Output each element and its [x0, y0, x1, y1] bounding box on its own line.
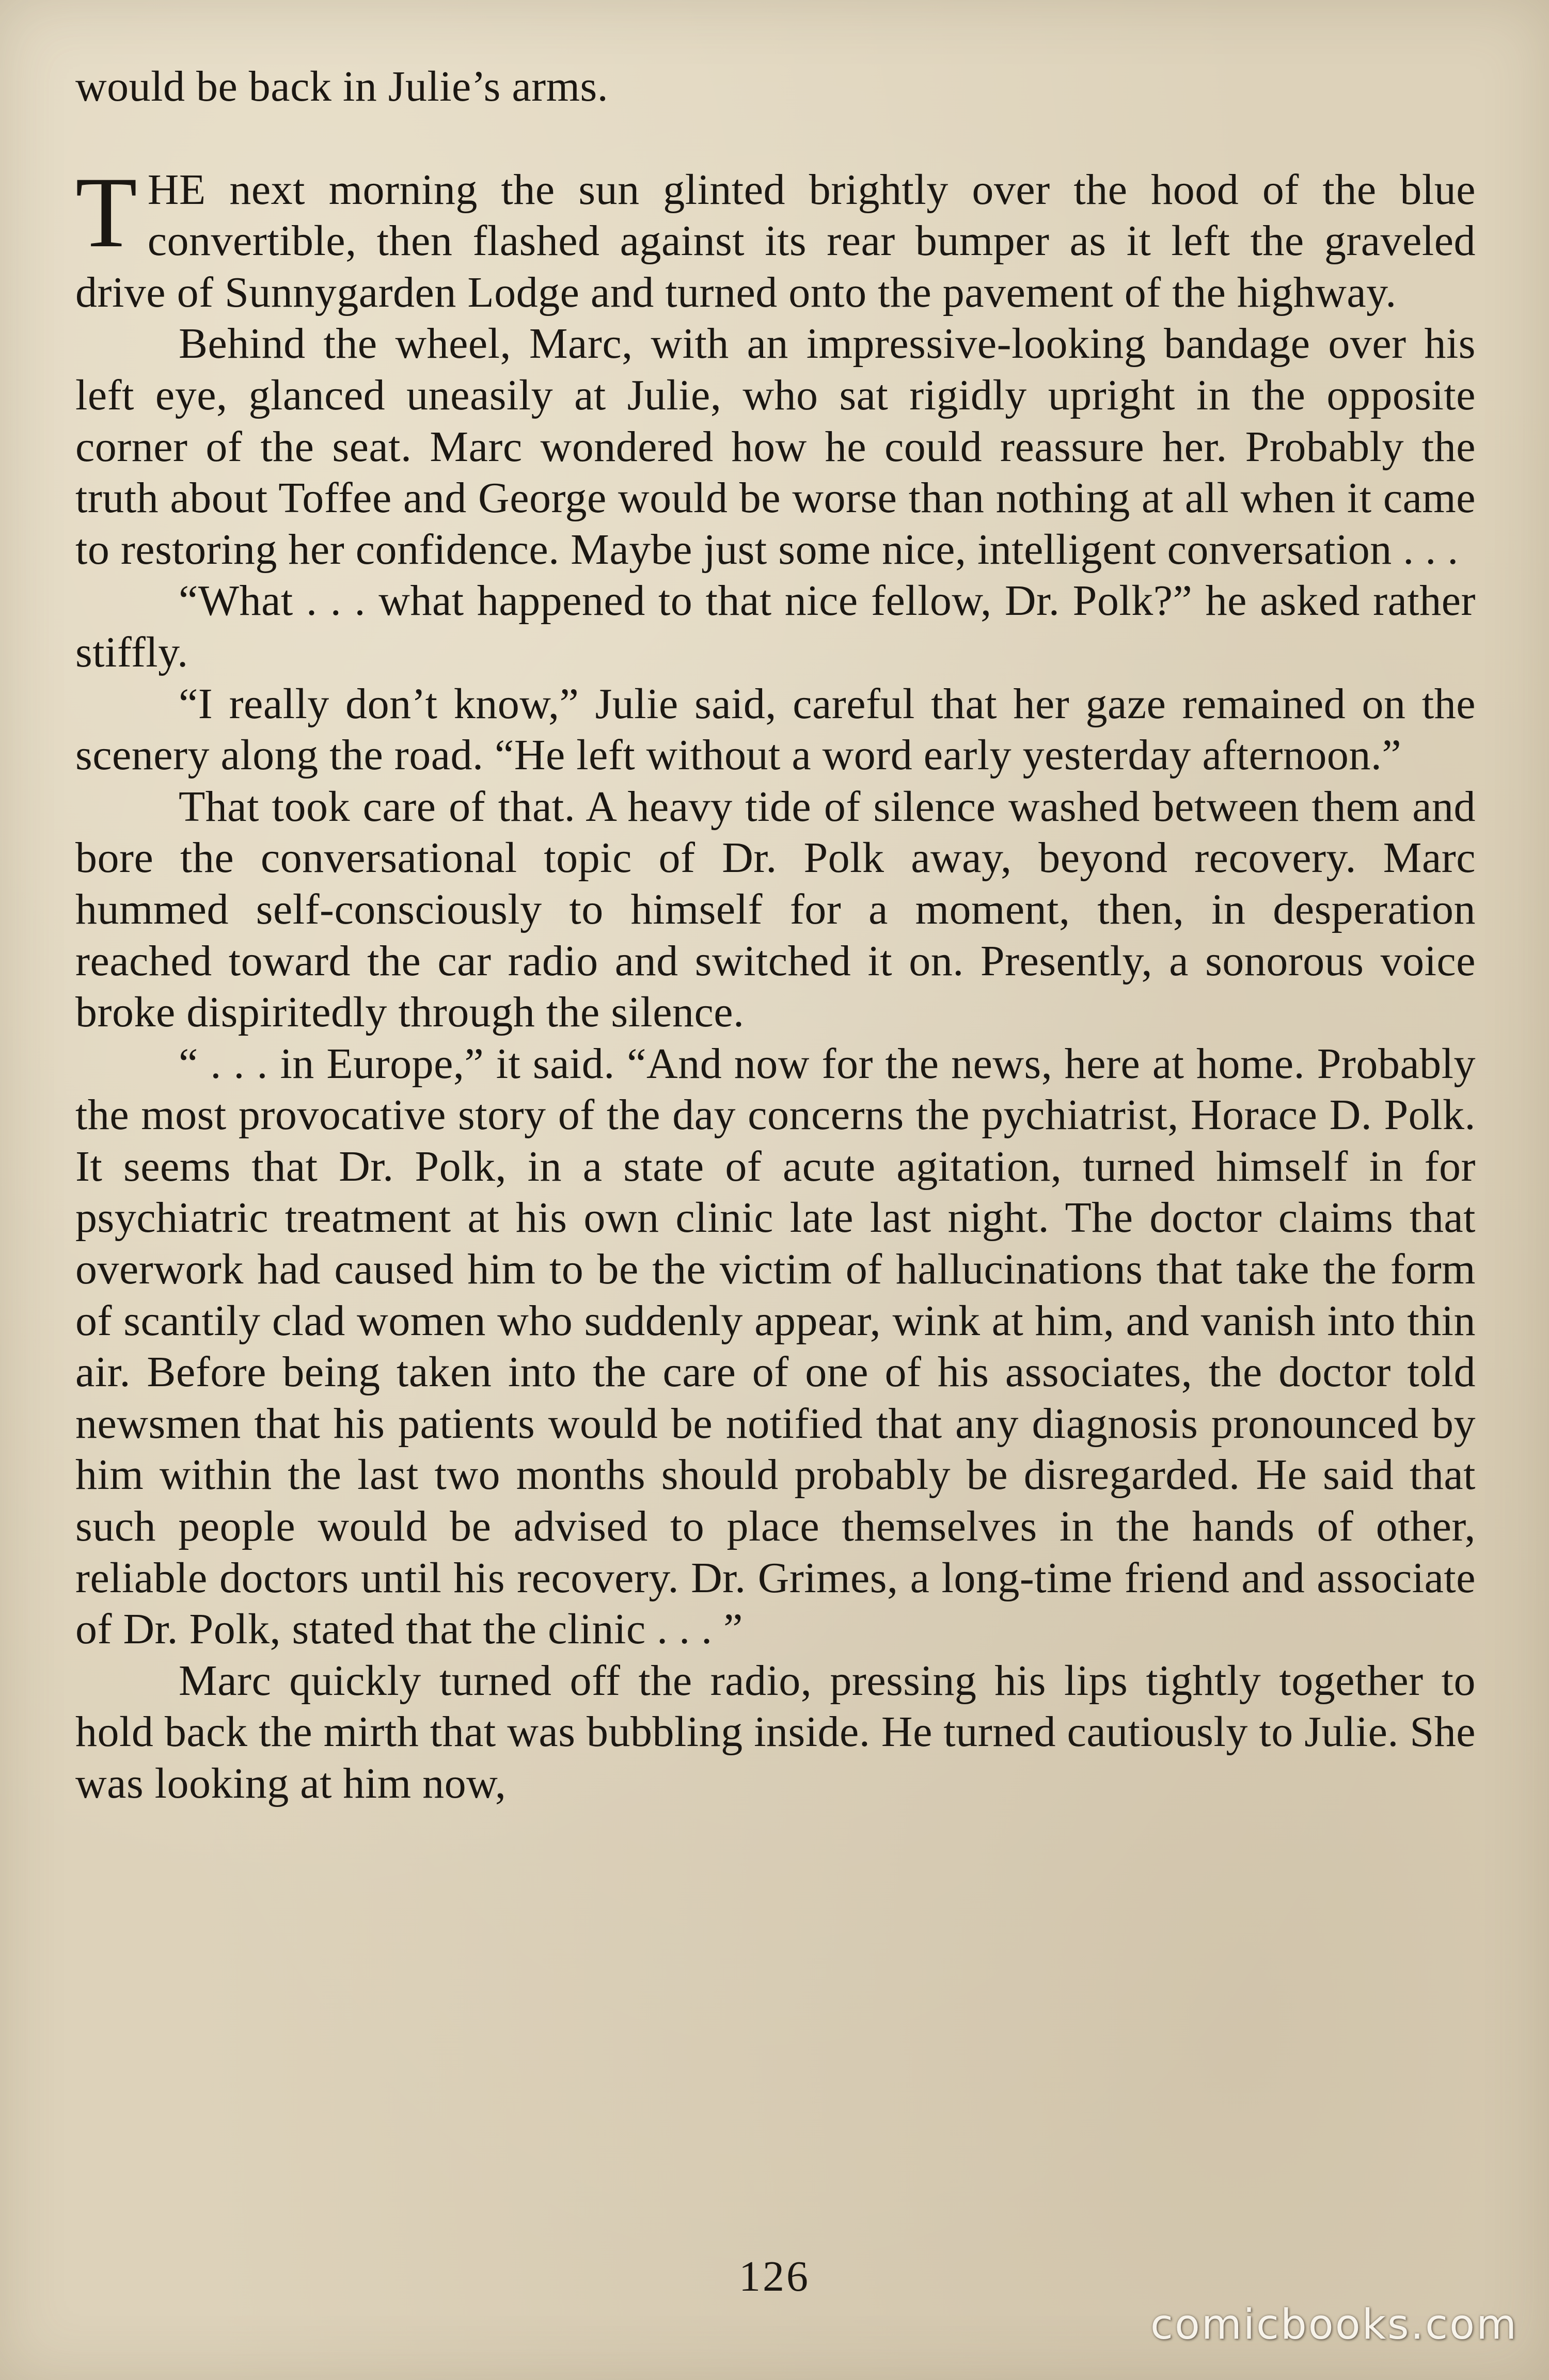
opening-paragraph	[75, 156, 1476, 319]
paragraph: “What . . . what happened to that nice fellow, Dr. Polk?” he asked rather stiffly.	[75, 577, 1476, 676]
paragraph: Marc quickly turned off the radio, pressing his lips tightly together to hold back the mirth that was bubbling inside. He turned cautiously to Julie. She was looking at him now,	[75, 1656, 1476, 1807]
drop-cap: T	[75, 156, 137, 268]
paragraph: That took care of that. A heavy tide of silence washed between them and bore the conversational topic of Dr. Polk away, beyond recovery. Marc hummed self-consciously to himself for a moment, then, in desperation reached toward the car radio and switched it on. Presently, a sonorous voice broke dispiritedly through the silence.	[75, 782, 1476, 1037]
opening-paragraph-text: HE next morning the sun glinted brightly over the hood of the blue convertible, then flashed against its rear bumper as it left the graveled drive of Sunnygarden Lodge and turned onto the pavement of the highway.	[75, 165, 1476, 316]
paragraph: “ . . . in Europe,” it said. “And now for the news, here at home. Probably the most provocative story of the day concerns the pychiatrist, Horace D. Polk. It seems that Dr. Polk, in a state of acute agitation, turned himself in for psychiatric treatment at his own clinic late last night. The doctor claims that overwork had caused him to be the victim of hallucinations that take the form of scantily clad women who suddenly appear, wink at him, and vanish into thin air. Before being taken into the care of one of his associates, the doctor told newsmen that his patients would be notified that any diagnosis pronounced by him within the last two months should probably be disregarded. He said that such people would be advised to place themselves in the hands of other, reliable doctors until his recovery. Dr. Grimes, a long-time friend and associate of Dr. Polk, stated that the clinic . . . ”	[75, 1039, 1476, 1654]
carryover-line: would be back in Julie’s arms.	[75, 62, 609, 110]
story-text	[75, 61, 1476, 1810]
paragraph: “I really don’t know,” Julie said, careful that her gaze remained on the scenery along the road. “He left without a word early yesterday afternoon.”	[75, 679, 1476, 780]
paragraph: Behind the wheel, Marc, with an impressive-looking bandage over his left eye, glanced uneasily at Julie, who sat rigidly upright in the opposite corner of the seat. Marc wondered how he could reassure her. Probably the truth about Toffee and George would be worse than nothing at all when it came to restoring her confidence. Maybe just some nice, intelligent conversation . . .	[75, 320, 1476, 574]
watermark: comicbooks.com	[1150, 2300, 1518, 2349]
page-number: 126	[739, 2252, 810, 2300]
